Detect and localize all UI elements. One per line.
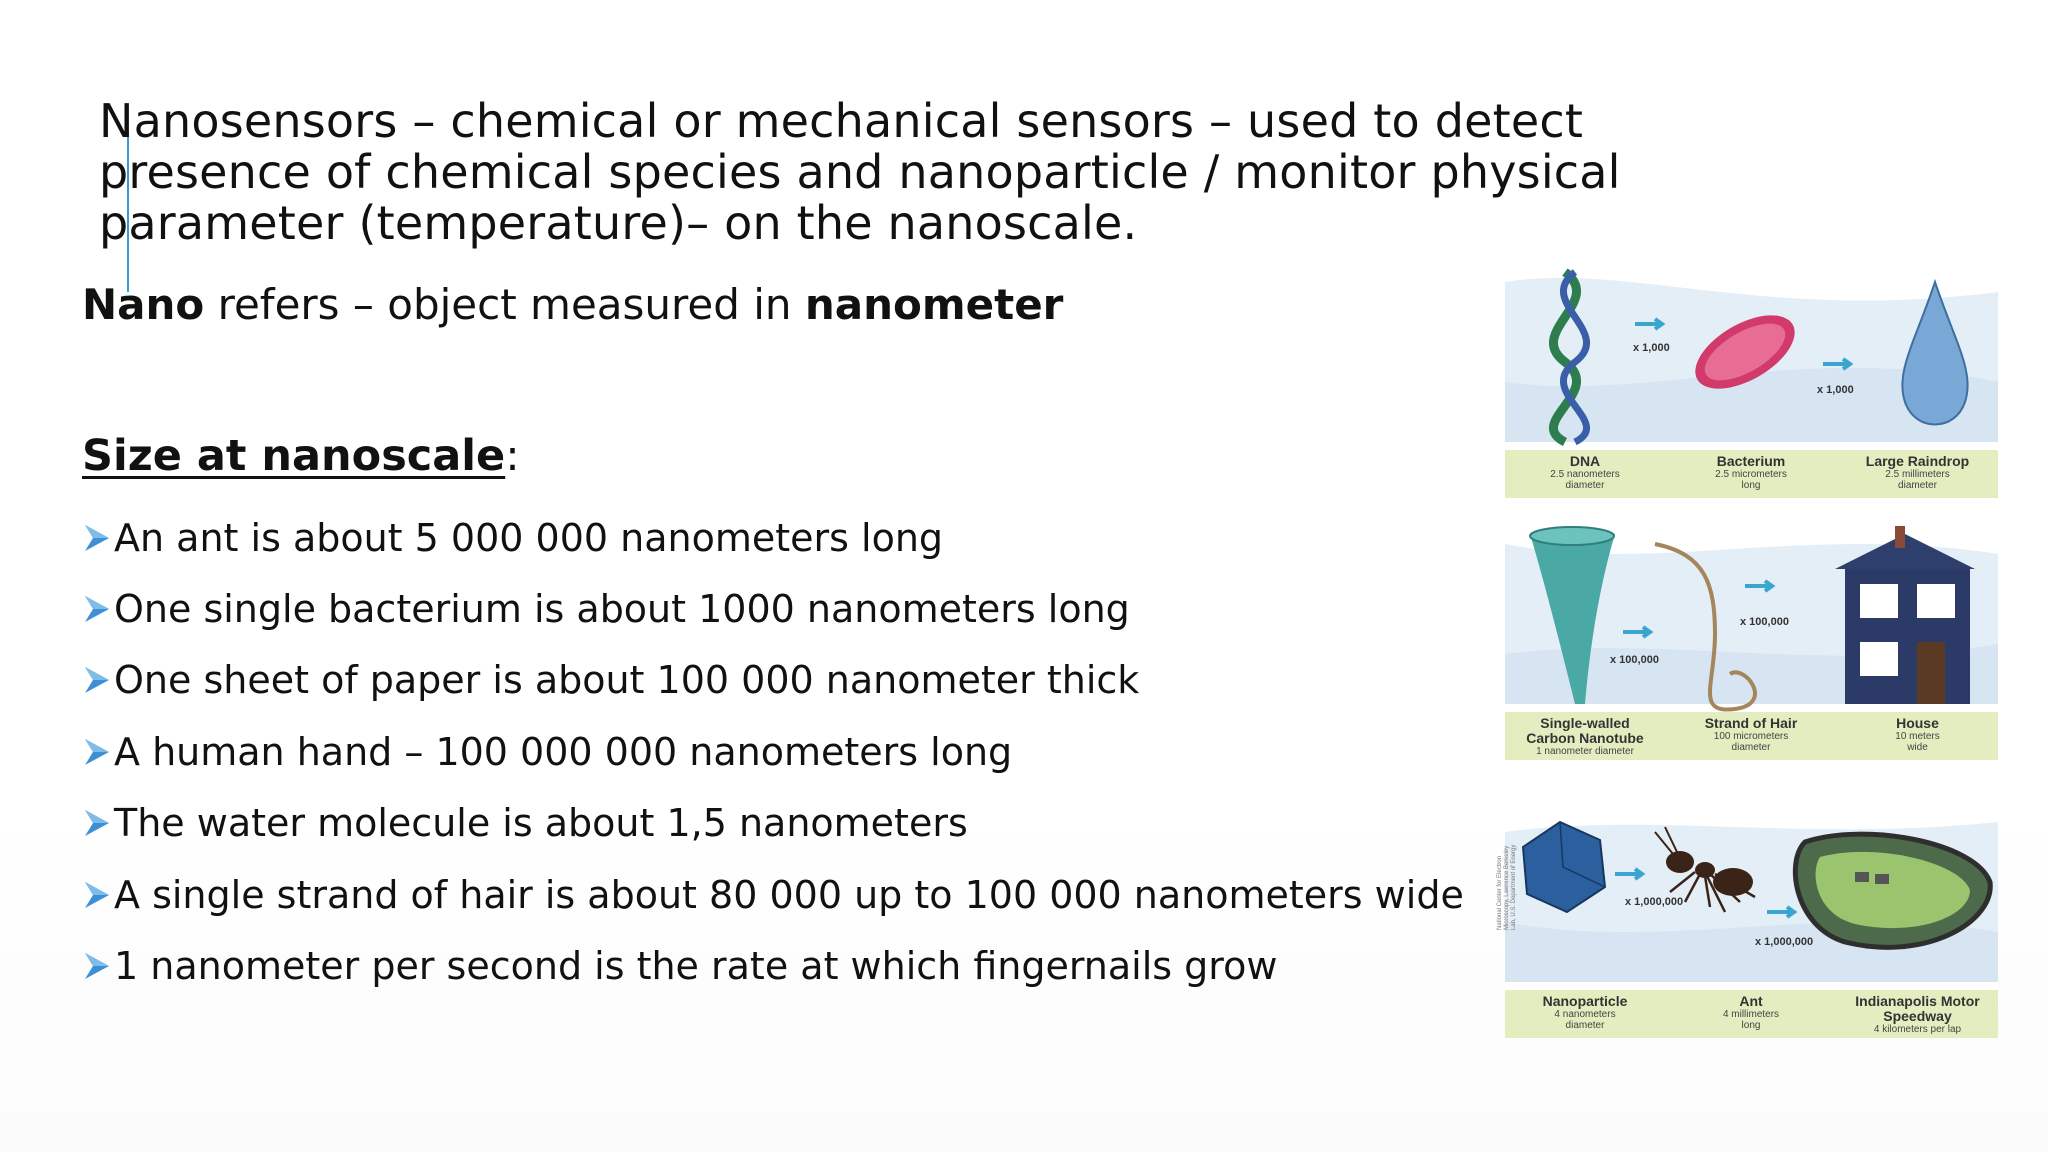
caption-sub: long: [1741, 1020, 1761, 1031]
caption-title: Ant: [1739, 993, 1763, 1009]
caption-raindrop: [1837, 454, 1998, 491]
caption-hair: [1671, 716, 1831, 753]
caption-nanotube: [1505, 716, 1665, 757]
multiplier-label: x 1,000: [1633, 342, 1670, 354]
caption-sub: 4 millimeters: [1722, 1009, 1780, 1020]
bullet-text: A human hand – 100 000 000 nanometers long: [114, 729, 1013, 774]
arrow-bullet-icon: [82, 950, 112, 982]
caption-sub: diameter: [1898, 480, 1937, 491]
bullet-item[interactable]: [82, 788, 1464, 859]
size-bullet-list: [82, 502, 1464, 1002]
bullet-item[interactable]: [82, 645, 1464, 716]
caption-title: Strand of Hair: [1704, 715, 1798, 731]
size-heading[interactable]: [82, 428, 520, 484]
caption-sub: 1 nanometer diameter: [1536, 746, 1634, 757]
scale-panel: [1505, 524, 1998, 760]
caption-sub: 2.5 micrometers: [1715, 469, 1787, 480]
caption-sub: 4 nanometers: [1554, 1009, 1616, 1020]
arrow-bullet-icon: [82, 664, 112, 696]
caption-title: Large Raindrop: [1865, 453, 1970, 469]
scale-comparison-image[interactable]: [1497, 262, 1998, 1038]
size-heading-colon: :: [505, 431, 520, 481]
nano-definition-text: refers – object measured in: [204, 280, 805, 329]
caption-title: House: [1896, 715, 1939, 731]
caption-title: Speedway: [1883, 1008, 1952, 1024]
caption-house: [1837, 716, 1998, 753]
scale-panel: [1505, 262, 1998, 498]
bullet-item[interactable]: [82, 859, 1464, 930]
multiplier-label: x 100,000: [1610, 654, 1659, 666]
bullet-text: One sheet of paper is about 100 000 nanometer thick: [114, 658, 1140, 703]
caption-speedway: [1837, 994, 1998, 1035]
caption-title: Single-walled: [1540, 715, 1630, 731]
caption-bacterium: [1671, 454, 1831, 491]
nano-definition[interactable]: [82, 277, 1063, 333]
bullet-text: An ant is about 5 000 000 nanometers long: [114, 515, 944, 560]
intro-paragraph[interactable]: [99, 96, 1619, 249]
caption-sub: 10 meters: [1895, 731, 1940, 742]
image-credit-note: [1497, 844, 1518, 930]
bullet-text: One single bacterium is about 1000 nanometers long: [114, 587, 1130, 632]
credit-line: Lab, U.S. Department of Energy: [1511, 844, 1517, 930]
caption-sub: diameter: [1565, 1020, 1605, 1031]
caption-title: Indianapolis Motor: [1855, 993, 1980, 1009]
caption-ant: [1671, 994, 1831, 1031]
arrow-bullet-icon: [82, 879, 112, 911]
size-heading-label: Size at nanoscale: [82, 431, 506, 481]
caption-sub: long: [1741, 480, 1761, 491]
arrow-bullet-icon: [82, 807, 112, 839]
arrow-bullet-icon: [82, 522, 112, 554]
arrow-bullet-icon: [82, 736, 112, 768]
bullet-text: A single strand of hair is about 80 000 up to 100 000 nanometers wide: [114, 872, 1464, 917]
credit-line: Microscopy, Lawrence Berkeley: [1504, 845, 1510, 930]
intro-line: Nanosensors – chemical or mechanical sensors – used to detect: [99, 94, 1584, 148]
nanometer-term: nanometer: [804, 280, 1064, 329]
bullet-text: The water molecule is about 1,5 nanometers: [114, 801, 968, 846]
caption-sub: diameter: [1731, 742, 1771, 753]
intro-line: presence of chemical species and nanoparticle / monitor physical: [99, 145, 1621, 199]
bullet-item[interactable]: [82, 930, 1464, 1001]
bullet-item[interactable]: [82, 716, 1464, 787]
intro-line: parameter (temperature)– on the nanoscale.: [99, 196, 1138, 250]
caption-title: Bacterium: [1716, 453, 1786, 469]
caption-sub: 100 micrometers: [1713, 731, 1789, 742]
caption-title: DNA: [1569, 453, 1601, 469]
caption-nanoparticle: [1505, 994, 1665, 1031]
bullet-text: 1 nanometer per second is the rate at which fingernails grow: [114, 944, 1278, 989]
caption-sub: 4 kilometers per lap: [1873, 1024, 1962, 1035]
nano-term: Nano: [82, 280, 205, 329]
credit-line: National Center for Electron: [1497, 855, 1503, 930]
caption-title: Nanoparticle: [1542, 993, 1628, 1009]
caption-title: Carbon Nanotube: [1526, 730, 1644, 746]
scale-panel: [1505, 802, 1998, 1038]
caption-sub: 2.5 millimeters: [1885, 469, 1950, 480]
bullet-item[interactable]: [82, 573, 1464, 644]
multiplier-label: x 100,000: [1740, 616, 1789, 628]
multiplier-label: x 1,000,000: [1755, 936, 1814, 948]
bullet-item[interactable]: [82, 502, 1464, 573]
caption-sub: 2.5 nanometers: [1550, 469, 1620, 480]
caption-sub: diameter: [1565, 480, 1605, 491]
arrow-bullet-icon: [82, 593, 112, 625]
multiplier-label: x 1,000,000: [1625, 896, 1684, 908]
caption-dna: [1505, 454, 1665, 491]
caption-sub: wide: [1907, 742, 1928, 753]
multiplier-label: x 1,000: [1817, 384, 1854, 396]
